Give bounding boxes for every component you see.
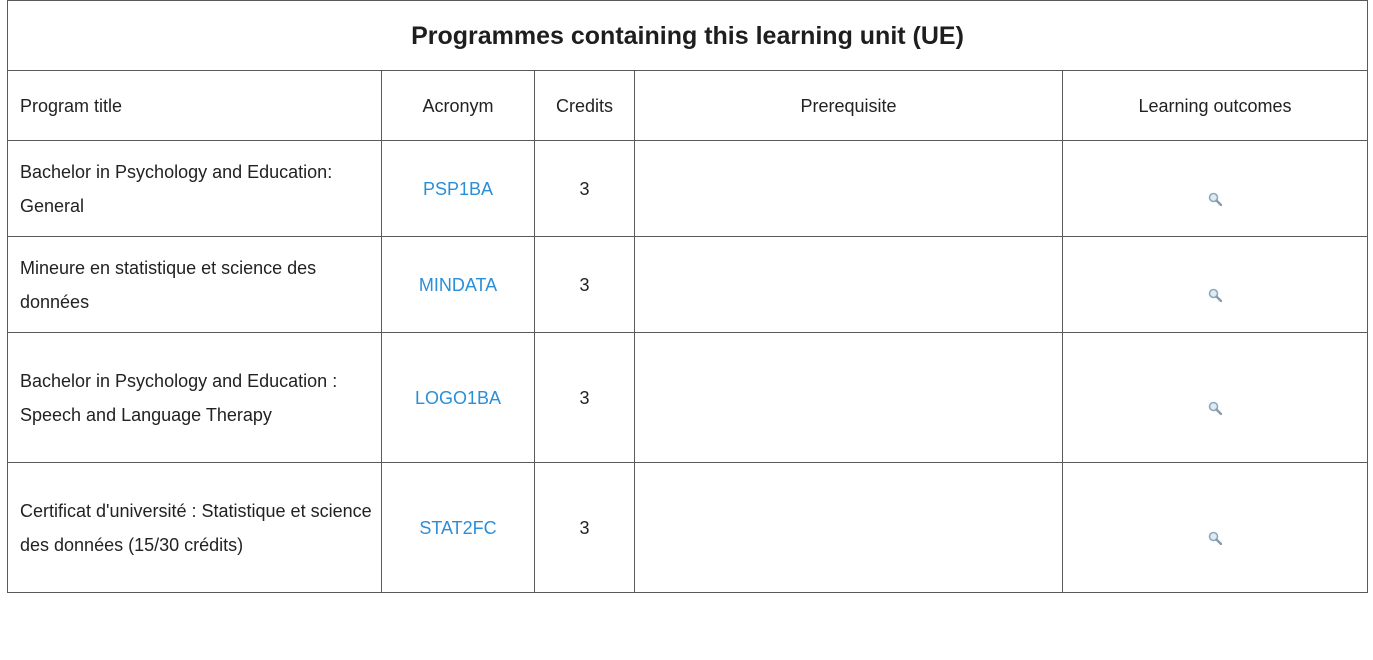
prerequisite-cell (635, 237, 1063, 333)
table-row (8, 237, 1368, 333)
learning-outcomes-cell (1063, 237, 1368, 333)
acronym-cell (382, 141, 535, 237)
magnifier-icon[interactable] (1208, 522, 1222, 536)
magnifier-icon[interactable] (1208, 392, 1222, 406)
acronym-link-psp1ba[interactable]: PSP1BA (422, 178, 494, 199)
table-header-row (8, 71, 1368, 141)
acronym-cell (382, 237, 535, 333)
acronym-cell (382, 333, 535, 463)
magnifier-icon[interactable] (1208, 279, 1222, 293)
column-header-acronym: Acronym (382, 71, 535, 141)
programmes-panel (7, 0, 1367, 593)
column-header-credits: Credits (535, 71, 635, 141)
acronym-cell (382, 463, 535, 593)
table-row (8, 463, 1368, 593)
learning-outcomes-cell (1063, 333, 1368, 463)
magnifier-icon[interactable] (1208, 183, 1222, 197)
prerequisite-cell (635, 333, 1063, 463)
table-row (8, 141, 1368, 237)
prerequisite-cell (635, 141, 1063, 237)
program-title: Mineure en statistique et science des données (8, 237, 382, 333)
acronym-link-logo1ba[interactable]: LOGO1BA (414, 387, 502, 408)
learning-outcomes-cell (1063, 463, 1368, 593)
program-title: Certificat d'université : Statistique et science des données (15/30 crédits) (8, 463, 382, 593)
learning-outcomes-cell (1063, 141, 1368, 237)
programmes-table (7, 0, 1368, 593)
credits-cell: 3 (535, 333, 635, 463)
column-header-learning-outcomes: Learning outcomes (1063, 71, 1368, 141)
credits-cell: 3 (535, 141, 635, 237)
column-header-program-title: Program title (8, 71, 382, 141)
credits-cell: 3 (535, 463, 635, 593)
table-row (8, 333, 1368, 463)
credits-cell: 3 (535, 237, 635, 333)
program-title: Bachelor in Psychology and Education: General (8, 141, 382, 237)
column-header-prerequisite: Prerequisite (635, 71, 1063, 141)
table-caption: Programmes containing this learning unit (UE) (8, 1, 1368, 71)
acronym-link-mindata[interactable]: MINDATA (418, 274, 498, 295)
acronym-link-stat2fc[interactable]: STAT2FC (419, 517, 497, 538)
program-title: Bachelor in Psychology and Education : Speech and Language Therapy (8, 333, 382, 463)
prerequisite-cell (635, 463, 1063, 593)
